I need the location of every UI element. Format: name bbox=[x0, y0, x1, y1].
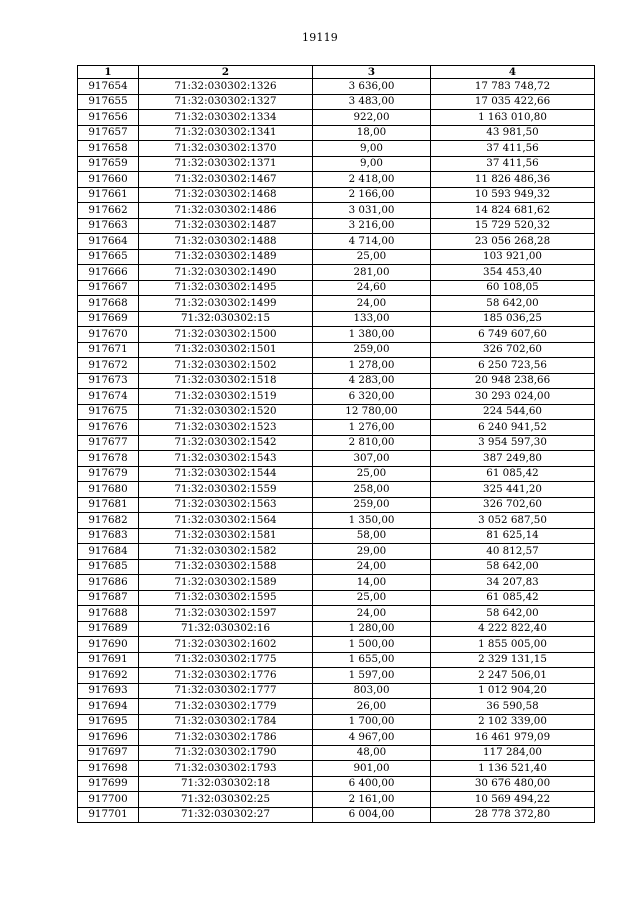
area-cell: 6 400,00 bbox=[313, 776, 431, 792]
area-cell: 1 276,00 bbox=[313, 420, 431, 436]
row-number-cell: 917700 bbox=[78, 792, 139, 808]
area-cell: 29,00 bbox=[313, 544, 431, 560]
row-number-cell: 917654 bbox=[78, 79, 139, 95]
cadastral-number-cell: 71:32:030302:1564 bbox=[139, 513, 313, 529]
header-row bbox=[78, 66, 595, 79]
row-number-cell: 917696 bbox=[78, 730, 139, 746]
row-number-cell: 917688 bbox=[78, 606, 139, 622]
area-cell: 4 283,00 bbox=[313, 373, 431, 389]
area-cell: 24,00 bbox=[313, 606, 431, 622]
area-cell: 25,00 bbox=[313, 249, 431, 265]
area-cell: 6 004,00 bbox=[313, 807, 431, 823]
cadastral-number-cell: 71:32:030302:1334 bbox=[139, 110, 313, 126]
row-number-cell: 917668 bbox=[78, 296, 139, 312]
cadastral-number-cell: 71:32:030302:1559 bbox=[139, 482, 313, 498]
table-row bbox=[78, 94, 595, 110]
table-row bbox=[78, 590, 595, 606]
value-cell: 37 411,56 bbox=[431, 141, 595, 157]
table-row bbox=[78, 435, 595, 451]
value-cell: 325 441,20 bbox=[431, 482, 595, 498]
table-row bbox=[78, 79, 595, 95]
value-cell: 354 453,40 bbox=[431, 265, 595, 281]
area-cell: 1 380,00 bbox=[313, 327, 431, 343]
cadastral-number-cell: 71:32:030302:1589 bbox=[139, 575, 313, 591]
table-row bbox=[78, 172, 595, 188]
row-number-cell: 917672 bbox=[78, 358, 139, 374]
value-cell: 185 036,25 bbox=[431, 311, 595, 327]
table-row bbox=[78, 342, 595, 358]
value-cell: 17 035 422,66 bbox=[431, 94, 595, 110]
value-cell: 23 056 268,28 bbox=[431, 234, 595, 250]
area-cell: 307,00 bbox=[313, 451, 431, 467]
area-cell: 4 967,00 bbox=[313, 730, 431, 746]
row-number-cell: 917693 bbox=[78, 683, 139, 699]
cadastral-number-cell: 71:32:030302:1371 bbox=[139, 156, 313, 172]
area-cell: 25,00 bbox=[313, 466, 431, 482]
value-cell: 28 778 372,80 bbox=[431, 807, 595, 823]
row-number-cell: 917666 bbox=[78, 265, 139, 281]
cadastral-number-cell: 71:32:030302:1500 bbox=[139, 327, 313, 343]
cadastral-number-cell: 71:32:030302:1519 bbox=[139, 389, 313, 405]
table-row bbox=[78, 575, 595, 591]
value-cell: 60 108,05 bbox=[431, 280, 595, 296]
cadastral-number-cell: 71:32:030302:1520 bbox=[139, 404, 313, 420]
cadastral-number-cell: 71:32:030302:1776 bbox=[139, 668, 313, 684]
cadastral-number-cell: 71:32:030302:1468 bbox=[139, 187, 313, 203]
table-row bbox=[78, 358, 595, 374]
value-cell: 61 085,42 bbox=[431, 466, 595, 482]
value-cell: 17 783 748,72 bbox=[431, 79, 595, 95]
area-cell: 259,00 bbox=[313, 342, 431, 358]
row-number-cell: 917687 bbox=[78, 590, 139, 606]
table-row bbox=[78, 668, 595, 684]
value-cell: 36 590,58 bbox=[431, 699, 595, 715]
row-number-cell: 917670 bbox=[78, 327, 139, 343]
value-cell: 58 642,00 bbox=[431, 559, 595, 575]
value-cell: 1 163 010,80 bbox=[431, 110, 595, 126]
value-cell: 6 240 941,52 bbox=[431, 420, 595, 436]
table-header bbox=[78, 66, 595, 79]
value-cell: 4 222 822,40 bbox=[431, 621, 595, 637]
table-row bbox=[78, 311, 595, 327]
column-header-3: 3 bbox=[313, 66, 431, 79]
row-number-cell: 917698 bbox=[78, 761, 139, 777]
cadastral-number-cell: 71:32:030302:1499 bbox=[139, 296, 313, 312]
value-cell: 103 921,00 bbox=[431, 249, 595, 265]
area-cell: 18,00 bbox=[313, 125, 431, 141]
area-cell: 2 166,00 bbox=[313, 187, 431, 203]
row-number-cell: 917664 bbox=[78, 234, 139, 250]
cadastral-number-cell: 71:32:030302:16 bbox=[139, 621, 313, 637]
cadastral-number-cell: 71:32:030302:1543 bbox=[139, 451, 313, 467]
cadastral-number-cell: 71:32:030302:1490 bbox=[139, 265, 313, 281]
table-row bbox=[78, 420, 595, 436]
value-cell: 1 855 005,00 bbox=[431, 637, 595, 653]
page-number: 19119 bbox=[302, 31, 338, 44]
area-cell: 14,00 bbox=[313, 575, 431, 591]
value-cell: 6 749 607,60 bbox=[431, 327, 595, 343]
row-number-cell: 917694 bbox=[78, 699, 139, 715]
row-number-cell: 917675 bbox=[78, 404, 139, 420]
value-cell: 117 284,00 bbox=[431, 745, 595, 761]
table-row bbox=[78, 125, 595, 141]
row-number-cell: 917674 bbox=[78, 389, 139, 405]
table-row bbox=[78, 156, 595, 172]
area-cell: 58,00 bbox=[313, 528, 431, 544]
row-number-cell: 917661 bbox=[78, 187, 139, 203]
area-cell: 2 810,00 bbox=[313, 435, 431, 451]
cadastral-number-cell: 71:32:030302:1582 bbox=[139, 544, 313, 560]
value-cell: 1 012 904,20 bbox=[431, 683, 595, 699]
table-body bbox=[78, 79, 595, 823]
value-cell: 15 729 520,32 bbox=[431, 218, 595, 234]
row-number-cell: 917680 bbox=[78, 482, 139, 498]
value-cell: 2 102 339,00 bbox=[431, 714, 595, 730]
area-cell: 1 655,00 bbox=[313, 652, 431, 668]
table-row bbox=[78, 714, 595, 730]
table-row bbox=[78, 234, 595, 250]
table-row bbox=[78, 327, 595, 343]
table-row bbox=[78, 513, 595, 529]
value-cell: 81 625,14 bbox=[431, 528, 595, 544]
area-cell: 258,00 bbox=[313, 482, 431, 498]
cadastral-number-cell: 71:32:030302:1341 bbox=[139, 125, 313, 141]
row-number-cell: 917701 bbox=[78, 807, 139, 823]
row-number-cell: 917681 bbox=[78, 497, 139, 513]
cadastral-number-cell: 71:32:030302:1518 bbox=[139, 373, 313, 389]
area-cell: 3 636,00 bbox=[313, 79, 431, 95]
cadastral-number-cell: 71:32:030302:1786 bbox=[139, 730, 313, 746]
area-cell: 803,00 bbox=[313, 683, 431, 699]
row-number-cell: 917659 bbox=[78, 156, 139, 172]
row-number-cell: 917673 bbox=[78, 373, 139, 389]
row-number-cell: 917686 bbox=[78, 575, 139, 591]
cadastral-number-cell: 71:32:030302:27 bbox=[139, 807, 313, 823]
row-number-cell: 917699 bbox=[78, 776, 139, 792]
cadastral-number-cell: 71:32:030302:1370 bbox=[139, 141, 313, 157]
value-cell: 30 676 480,00 bbox=[431, 776, 595, 792]
area-cell: 12 780,00 bbox=[313, 404, 431, 420]
cadastral-number-cell: 71:32:030302:15 bbox=[139, 311, 313, 327]
area-cell: 6 320,00 bbox=[313, 389, 431, 405]
value-cell: 326 702,60 bbox=[431, 497, 595, 513]
area-cell: 1 597,00 bbox=[313, 668, 431, 684]
table-row bbox=[78, 637, 595, 653]
value-cell: 2 329 131,15 bbox=[431, 652, 595, 668]
cadastral-number-cell: 71:32:030302:1595 bbox=[139, 590, 313, 606]
cadastral-number-cell: 71:32:030302:1790 bbox=[139, 745, 313, 761]
cadastral-number-cell: 71:32:030302:1775 bbox=[139, 652, 313, 668]
cadastral-number-cell: 71:32:030302:1544 bbox=[139, 466, 313, 482]
table-row bbox=[78, 373, 595, 389]
area-cell: 25,00 bbox=[313, 590, 431, 606]
table-row bbox=[78, 745, 595, 761]
row-number-cell: 917679 bbox=[78, 466, 139, 482]
row-number-cell: 917669 bbox=[78, 311, 139, 327]
area-cell: 24,00 bbox=[313, 559, 431, 575]
row-number-cell: 917697 bbox=[78, 745, 139, 761]
table-row bbox=[78, 776, 595, 792]
row-number-cell: 917671 bbox=[78, 342, 139, 358]
row-number-cell: 917691 bbox=[78, 652, 139, 668]
area-cell: 2 418,00 bbox=[313, 172, 431, 188]
area-cell: 1 350,00 bbox=[313, 513, 431, 529]
area-cell: 281,00 bbox=[313, 265, 431, 281]
row-number-cell: 917663 bbox=[78, 218, 139, 234]
area-cell: 26,00 bbox=[313, 699, 431, 715]
table-row bbox=[78, 761, 595, 777]
row-number-cell: 917655 bbox=[78, 94, 139, 110]
value-cell: 387 249,80 bbox=[431, 451, 595, 467]
table-row bbox=[78, 296, 595, 312]
table-row bbox=[78, 218, 595, 234]
value-cell: 224 544,60 bbox=[431, 404, 595, 420]
value-cell: 43 981,50 bbox=[431, 125, 595, 141]
area-cell: 3 216,00 bbox=[313, 218, 431, 234]
column-header-1: 1 bbox=[78, 66, 139, 79]
area-cell: 48,00 bbox=[313, 745, 431, 761]
table-row bbox=[78, 730, 595, 746]
column-header-4: 4 bbox=[431, 66, 595, 79]
cadastral-number-cell: 71:32:030302:18 bbox=[139, 776, 313, 792]
table-row bbox=[78, 203, 595, 219]
cadastral-number-cell: 71:32:030302:1777 bbox=[139, 683, 313, 699]
value-cell: 37 411,56 bbox=[431, 156, 595, 172]
table-row bbox=[78, 404, 595, 420]
area-cell: 3 483,00 bbox=[313, 94, 431, 110]
table-row bbox=[78, 792, 595, 808]
row-number-cell: 917676 bbox=[78, 420, 139, 436]
area-cell: 4 714,00 bbox=[313, 234, 431, 250]
value-cell: 14 824 681,62 bbox=[431, 203, 595, 219]
cadastral-number-cell: 71:32:030302:1588 bbox=[139, 559, 313, 575]
data-table bbox=[77, 65, 595, 823]
table-row bbox=[78, 249, 595, 265]
cadastral-number-cell: 71:32:030302:1793 bbox=[139, 761, 313, 777]
cadastral-number-cell: 71:32:030302:1326 bbox=[139, 79, 313, 95]
row-number-cell: 917665 bbox=[78, 249, 139, 265]
table-row bbox=[78, 451, 595, 467]
value-cell: 10 569 494,22 bbox=[431, 792, 595, 808]
area-cell: 24,00 bbox=[313, 296, 431, 312]
cadastral-number-cell: 71:32:030302:1487 bbox=[139, 218, 313, 234]
table-row bbox=[78, 699, 595, 715]
row-number-cell: 917658 bbox=[78, 141, 139, 157]
value-cell: 3 954 597,30 bbox=[431, 435, 595, 451]
row-number-cell: 917657 bbox=[78, 125, 139, 141]
table-row bbox=[78, 807, 595, 823]
table-row bbox=[78, 265, 595, 281]
value-cell: 58 642,00 bbox=[431, 606, 595, 622]
row-number-cell: 917685 bbox=[78, 559, 139, 575]
column-header-2: 2 bbox=[139, 66, 313, 79]
area-cell: 1 700,00 bbox=[313, 714, 431, 730]
table-row bbox=[78, 141, 595, 157]
row-number-cell: 917667 bbox=[78, 280, 139, 296]
area-cell: 9,00 bbox=[313, 156, 431, 172]
cadastral-number-cell: 71:32:030302:1602 bbox=[139, 637, 313, 653]
table-row bbox=[78, 683, 595, 699]
area-cell: 3 031,00 bbox=[313, 203, 431, 219]
row-number-cell: 917656 bbox=[78, 110, 139, 126]
area-cell: 1 280,00 bbox=[313, 621, 431, 637]
cadastral-number-cell: 71:32:030302:1779 bbox=[139, 699, 313, 715]
value-cell: 1 136 521,40 bbox=[431, 761, 595, 777]
table-row bbox=[78, 482, 595, 498]
area-cell: 259,00 bbox=[313, 497, 431, 513]
table-row bbox=[78, 621, 595, 637]
area-cell: 922,00 bbox=[313, 110, 431, 126]
value-cell: 30 293 024,00 bbox=[431, 389, 595, 405]
cadastral-number-cell: 71:32:030302:1542 bbox=[139, 435, 313, 451]
cadastral-number-cell: 71:32:030302:1784 bbox=[139, 714, 313, 730]
value-cell: 16 461 979,09 bbox=[431, 730, 595, 746]
cadastral-number-cell: 71:32:030302:1327 bbox=[139, 94, 313, 110]
table-row bbox=[78, 389, 595, 405]
cadastral-number-cell: 71:32:030302:25 bbox=[139, 792, 313, 808]
area-cell: 901,00 bbox=[313, 761, 431, 777]
row-number-cell: 917682 bbox=[78, 513, 139, 529]
cadastral-number-cell: 71:32:030302:1495 bbox=[139, 280, 313, 296]
value-cell: 2 247 506,01 bbox=[431, 668, 595, 684]
table-row bbox=[78, 187, 595, 203]
area-cell: 2 161,00 bbox=[313, 792, 431, 808]
cadastral-number-cell: 71:32:030302:1488 bbox=[139, 234, 313, 250]
table-row bbox=[78, 110, 595, 126]
row-number-cell: 917662 bbox=[78, 203, 139, 219]
row-number-cell: 917683 bbox=[78, 528, 139, 544]
cadastral-number-cell: 71:32:030302:1597 bbox=[139, 606, 313, 622]
cadastral-number-cell: 71:32:030302:1486 bbox=[139, 203, 313, 219]
area-cell: 133,00 bbox=[313, 311, 431, 327]
value-cell: 58 642,00 bbox=[431, 296, 595, 312]
cadastral-number-cell: 71:32:030302:1501 bbox=[139, 342, 313, 358]
table-row bbox=[78, 528, 595, 544]
cadastral-number-cell: 71:32:030302:1502 bbox=[139, 358, 313, 374]
cadastral-number-cell: 71:32:030302:1467 bbox=[139, 172, 313, 188]
row-number-cell: 917677 bbox=[78, 435, 139, 451]
table-row bbox=[78, 280, 595, 296]
table-row bbox=[78, 652, 595, 668]
area-cell: 1 500,00 bbox=[313, 637, 431, 653]
area-cell: 9,00 bbox=[313, 141, 431, 157]
cadastral-number-cell: 71:32:030302:1563 bbox=[139, 497, 313, 513]
row-number-cell: 917692 bbox=[78, 668, 139, 684]
value-cell: 6 250 723,56 bbox=[431, 358, 595, 374]
row-number-cell: 917689 bbox=[78, 621, 139, 637]
cadastral-number-cell: 71:32:030302:1523 bbox=[139, 420, 313, 436]
area-cell: 24,60 bbox=[313, 280, 431, 296]
value-cell: 61 085,42 bbox=[431, 590, 595, 606]
row-number-cell: 917678 bbox=[78, 451, 139, 467]
value-cell: 20 948 238,66 bbox=[431, 373, 595, 389]
table-row bbox=[78, 466, 595, 482]
row-number-cell: 917690 bbox=[78, 637, 139, 653]
value-cell: 10 593 949,32 bbox=[431, 187, 595, 203]
row-number-cell: 917695 bbox=[78, 714, 139, 730]
table-row bbox=[78, 544, 595, 560]
area-cell: 1 278,00 bbox=[313, 358, 431, 374]
value-cell: 326 702,60 bbox=[431, 342, 595, 358]
value-cell: 34 207,83 bbox=[431, 575, 595, 591]
cadastral-number-cell: 71:32:030302:1489 bbox=[139, 249, 313, 265]
cadastral-number-cell: 71:32:030302:1581 bbox=[139, 528, 313, 544]
value-cell: 11 826 486,36 bbox=[431, 172, 595, 188]
table-row bbox=[78, 559, 595, 575]
table-row bbox=[78, 606, 595, 622]
row-number-cell: 917660 bbox=[78, 172, 139, 188]
value-cell: 3 052 687,50 bbox=[431, 513, 595, 529]
table-row bbox=[78, 497, 595, 513]
row-number-cell: 917684 bbox=[78, 544, 139, 560]
value-cell: 40 812,57 bbox=[431, 544, 595, 560]
